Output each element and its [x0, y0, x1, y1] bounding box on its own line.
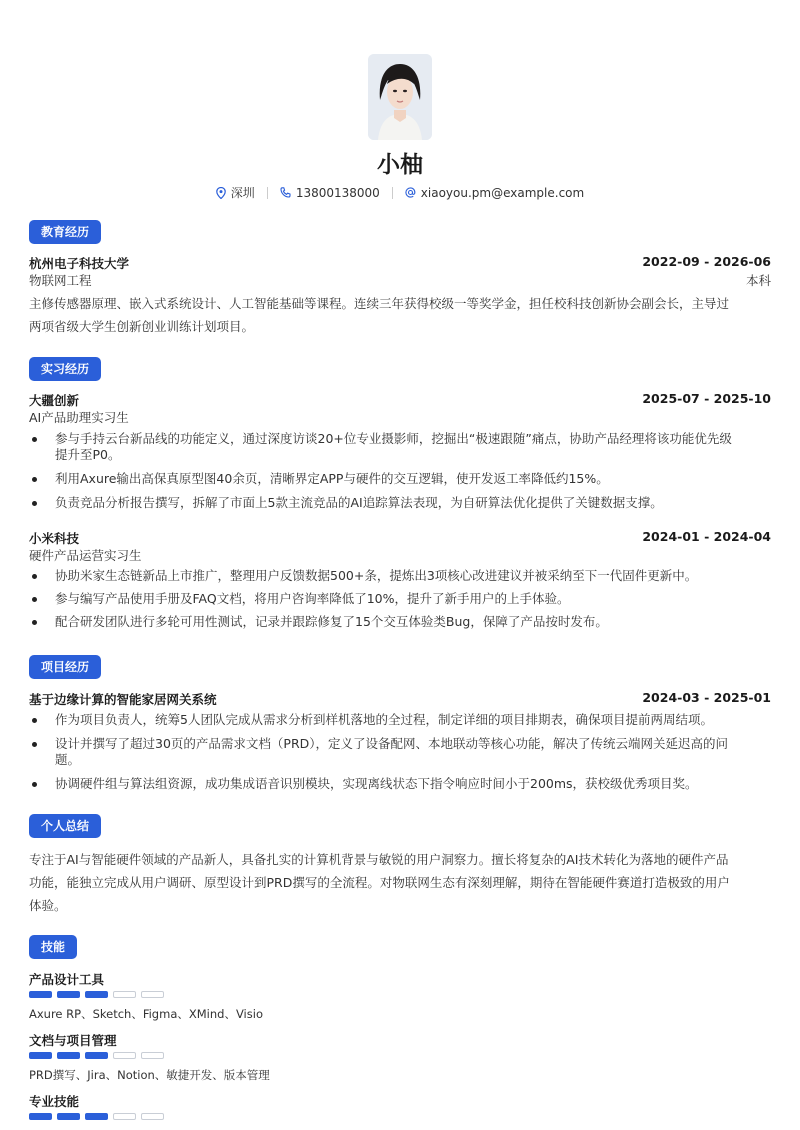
education-header [29, 254, 771, 272]
company-name: 小米科技 [29, 531, 80, 546]
role: AI产品助理实习生 [29, 410, 129, 425]
section-title-skills: 技能 [29, 935, 77, 959]
skill-segment-empty [141, 991, 164, 998]
summary-text [29, 848, 771, 917]
list-item [29, 431, 771, 463]
skill-name: 文档与项目管理 [29, 1033, 117, 1048]
list-item-text: 协助米家生态链新品上市推广，整理用户反馈数据500+条，提炼出3项核心改进建议并被采纳至下一代固件更新中。 [55, 568, 698, 583]
skill-name: 专业技能 [29, 1094, 80, 1109]
summary-line: 体验。 [29, 898, 67, 913]
section-title-internship: 实习经历 [29, 357, 101, 381]
divider [392, 187, 393, 199]
contact-bar [0, 184, 800, 201]
list-item-text: 提升至P0。 [55, 447, 121, 462]
major: 物联网工程 [29, 273, 92, 288]
education-subheader [29, 271, 771, 289]
internship-period: 2025-07 - 2025-10 [642, 391, 771, 406]
list-item [29, 712, 771, 728]
skill-segment-filled [29, 1052, 52, 1059]
contact-location [216, 184, 255, 201]
location-pin-icon [216, 187, 226, 199]
skill-description: PRD撰写、Jira、Notion、敏捷开发、版本管理 [29, 1068, 270, 1082]
list-item [29, 614, 771, 630]
summary-line: 专注于AI与智能硬件领域的产品新人，具备扎实的计算机背景与敏锐的用户洞察力。擅长将复杂的AI技术转化为落地的硬件产品 [29, 852, 729, 867]
phone-icon [280, 187, 291, 198]
skill-level-bar [29, 1052, 164, 1059]
skill-segment-empty [141, 1052, 164, 1059]
list-item-text: 设计并撰写了超过30页的产品需求文档（PRD），定义了设备配网、本地联动等核心功能，解决了传统云端网关延迟高的问 [55, 736, 729, 751]
degree: 本科 [745, 273, 771, 288]
portrait-image [368, 54, 432, 140]
list-item-text: 利用Axure输出高保真原型图40余页，清晰界定APP与硬件的交互逻辑，使开发返工率降低约15%。 [55, 471, 609, 486]
internship-header [29, 529, 771, 547]
role: 硬件产品运营实习生 [29, 548, 142, 563]
skill-segment-empty [141, 1113, 164, 1120]
email-text: xiaoyou.pm@example.com [420, 185, 585, 200]
education-desc-line: 主修传感器原理、嵌入式系统设计、人工智能基础等课程。连续三年获得校级一等奖学金，担任校科技创新协会副会长，主导过 [29, 296, 730, 311]
list-item-text: 参与编写产品使用手册及FAQ文档，将用户咨询率降低了10%，提升了新手用户的上手体验。 [55, 591, 570, 606]
project-header [29, 690, 771, 708]
section-title-summary: 个人总结 [29, 814, 101, 838]
skill-name: 产品设计工具 [29, 972, 105, 987]
list-item-text: 作为项目负责人，统筹5人团队完成从需求分析到样机落地的全过程，制定详细的项目排期表，确保项目提前两周结项。 [55, 712, 713, 727]
list-item-text: 参与手持云台新品线的功能定义，通过深度访谈20+位专业摄影师，挖掘出“极速跟随”痛点，协助产品经理将该功能优先级 [55, 431, 732, 446]
skill-segment-empty [113, 991, 136, 998]
education-period: 2022-09 - 2026-06 [642, 254, 771, 269]
list-item-text: 题。 [55, 752, 81, 767]
internship-role-row [29, 408, 771, 426]
internship-role-row [29, 546, 771, 564]
list-item [29, 471, 771, 487]
skill-level-bar [29, 991, 164, 998]
skill-segment-filled [85, 1052, 108, 1059]
list-item-text: 负责竞品分析报告撰写，拆解了市面上5款主流竞品的AI追踪算法表现，为自研算法优化提供了关键数据支撑。 [55, 495, 663, 510]
list-item [29, 495, 771, 511]
contact-email [405, 186, 584, 200]
section-title-education: 教育经历 [29, 220, 101, 244]
school-name: 杭州电子科技大学 [29, 256, 130, 271]
list-item [29, 776, 771, 792]
location-text: 深圳 [230, 186, 255, 200]
education-desc-line: 两项省级大学生创新创业训练计划项目。 [29, 319, 255, 334]
company-name: 大疆创新 [29, 393, 80, 408]
list-item-text: 配合研发团队进行多轮可用性测试，记录并跟踪修复了15个交互体验类Bug，保障了产品按时发布。 [55, 614, 608, 629]
skill-segment-filled [85, 1113, 108, 1120]
skill-segment-empty [113, 1113, 136, 1120]
avatar [368, 54, 432, 140]
list-item [29, 591, 771, 607]
internship-header [29, 391, 771, 409]
project-period: 2024-03 - 2025-01 [642, 690, 771, 705]
divider [267, 187, 268, 199]
candidate-name: 小柚 [377, 152, 423, 178]
skill-segment-filled [29, 991, 52, 998]
skill-segment-filled [57, 1113, 80, 1120]
skill-segment-filled [85, 991, 108, 998]
skill-segment-filled [57, 1052, 80, 1059]
internship-period: 2024-01 - 2024-04 [642, 529, 771, 544]
education-description [29, 292, 771, 338]
skill-description: Axure RP、Sketch、Figma、XMind、Visio [29, 1007, 263, 1021]
email-at-icon [405, 187, 416, 198]
skill-segment-empty [113, 1052, 136, 1059]
list-item [29, 736, 771, 768]
section-title-projects: 项目经历 [29, 655, 101, 679]
skill-segment-filled [29, 1113, 52, 1120]
skill-segment-filled [57, 991, 80, 998]
contact-phone [280, 186, 380, 200]
phone-text: 13800138000 [295, 185, 380, 200]
project-name: 基于边缘计算的智能家居网关系统 [29, 692, 217, 707]
list-item [29, 568, 771, 584]
list-item-text: 协调硬件组与算法组资源，成功集成语音识别模块，实现离线状态下指令响应时间小于200ms，获校级优秀项目奖。 [55, 776, 698, 791]
summary-line: 功能，能独立完成从用户调研、原型设计到PRD撰写的全流程。对物联网生态有深刻理解，期待在智能硬件赛道打造极致的用户 [29, 875, 730, 890]
skill-level-bar [29, 1113, 164, 1120]
